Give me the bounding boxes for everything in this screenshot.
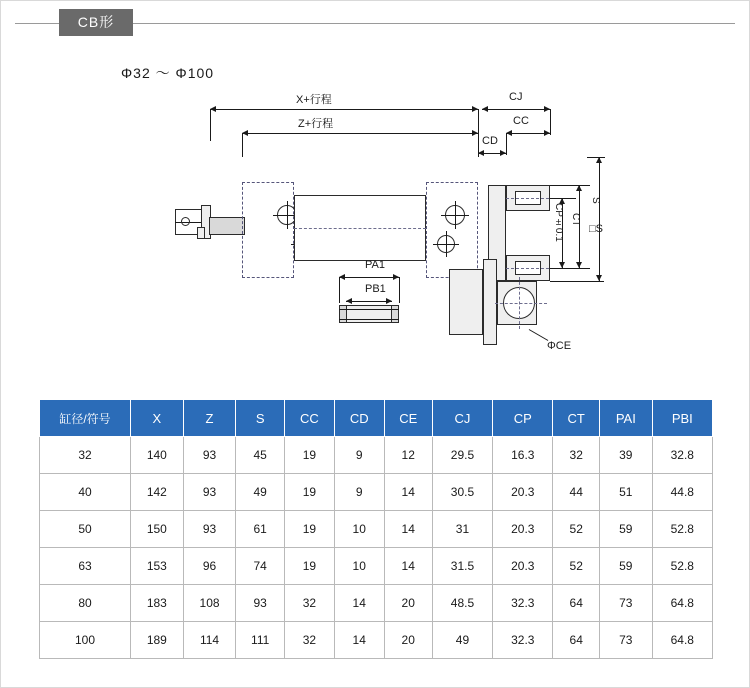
cell-s: 49	[236, 474, 285, 511]
ext-line-x-left	[210, 109, 211, 141]
cell-pai: 73	[600, 585, 653, 622]
dim-label-pb1: PB1	[365, 283, 386, 295]
dim-label-s: S	[590, 197, 601, 204]
dim-arrow-ct-up	[576, 185, 582, 191]
cell-x: 189	[131, 622, 184, 659]
dim-arrow-cc-right	[544, 130, 550, 136]
rear-port-cross-v	[455, 201, 456, 229]
cell-pai: 59	[600, 511, 653, 548]
bushing-inner	[346, 305, 392, 323]
dim-line-pa1	[339, 277, 399, 278]
cell-pai: 59	[600, 548, 653, 585]
cell-cd: 10	[334, 511, 384, 548]
dim-line-x	[210, 109, 478, 110]
dim-arrow-pb1-left	[346, 298, 352, 304]
ext-line-pa1-left	[339, 277, 340, 303]
dim-arrow-pb1-right	[386, 298, 392, 304]
endview-body	[449, 269, 483, 335]
dim-arrow-cj-left	[482, 106, 488, 112]
cell-bore: 80	[40, 585, 131, 622]
cell-cj: 31.5	[432, 548, 492, 585]
cell-z: 93	[183, 474, 236, 511]
cell-cd: 9	[334, 474, 384, 511]
endview-center-h	[495, 303, 547, 304]
cell-cc: 19	[284, 474, 334, 511]
cell-cc: 19	[284, 548, 334, 585]
table-row	[40, 585, 713, 622]
cell-ct: 64	[553, 622, 600, 659]
col-header-pbi: PBI	[652, 400, 712, 437]
cell-cj: 29.5	[432, 437, 492, 474]
col-header-ce: CE	[384, 400, 432, 437]
col-header-bore: 缸径/符号	[40, 400, 131, 437]
bushing-line-top	[339, 309, 399, 310]
col-header-s: S	[236, 400, 285, 437]
dim-label-ce: ΦCE	[547, 340, 572, 352]
endview-center-v	[519, 277, 520, 329]
cell-pbi: 64.8	[652, 622, 712, 659]
dim-line-cj	[482, 109, 550, 110]
cell-cc: 19	[284, 511, 334, 548]
dim-line-s	[599, 157, 600, 281]
spec-table-head	[40, 400, 713, 437]
ext-line-cp-bottom	[550, 268, 590, 269]
cell-pai: 73	[600, 622, 653, 659]
dim-label-pa1: PA1	[365, 259, 385, 271]
cell-bore: 40	[40, 474, 131, 511]
cell-z: 96	[183, 548, 236, 585]
dim-label-z-stroke: Z+行程	[298, 118, 334, 130]
cell-cj: 49	[432, 622, 492, 659]
col-header-cj: CJ	[432, 400, 492, 437]
cell-ce: 12	[384, 437, 432, 474]
dim-label-x-stroke: X+行程	[296, 94, 332, 106]
dim-arrow-cd-right	[500, 150, 506, 156]
cell-pbi: 64.8	[652, 585, 712, 622]
col-header-pai: PAI	[600, 400, 653, 437]
spec-table-wrapper	[39, 399, 713, 659]
spec-table-body	[40, 437, 713, 659]
col-header-cp: CP	[493, 400, 553, 437]
dim-arrow-z-right	[472, 130, 478, 136]
cell-cc: 32	[284, 585, 334, 622]
cell-cd: 9	[334, 437, 384, 474]
col-header-cd: CD	[334, 400, 384, 437]
dim-label-cj: CJ	[509, 91, 523, 103]
cell-ct: 44	[553, 474, 600, 511]
cell-ct: 52	[553, 548, 600, 585]
dim-line-z	[242, 133, 478, 134]
cell-cp: 20.3	[493, 474, 553, 511]
col-header-x: X	[131, 400, 184, 437]
cell-s: 74	[236, 548, 285, 585]
cell-pbi: 52.8	[652, 548, 712, 585]
cell-x: 140	[131, 437, 184, 474]
cell-cj: 30.5	[432, 474, 492, 511]
cell-cj: 31	[432, 511, 492, 548]
cell-bore: 100	[40, 622, 131, 659]
cell-cp: 20.3	[493, 548, 553, 585]
cell-ct: 64	[553, 585, 600, 622]
cell-pai: 51	[600, 474, 653, 511]
dim-label-cp: CP±0.1	[553, 203, 564, 242]
table-row	[40, 548, 713, 585]
front-head-hidden	[242, 182, 294, 278]
ext-line-cj-right	[550, 109, 551, 135]
cell-cp: 32.3	[493, 585, 553, 622]
cell-x: 183	[131, 585, 184, 622]
cell-cp: 20.3	[493, 511, 553, 548]
cell-cj: 48.5	[432, 585, 492, 622]
cell-s: 61	[236, 511, 285, 548]
ext-line-s-bottom	[550, 281, 604, 282]
table-row	[40, 622, 713, 659]
dim-label-square-s: □S	[589, 223, 603, 235]
cell-s: 111	[236, 622, 285, 659]
ext-line-s-top	[587, 157, 605, 158]
cell-z: 114	[183, 622, 236, 659]
cell-s: 45	[236, 437, 285, 474]
ext-line-z-left	[242, 133, 243, 157]
cell-cd: 10	[334, 548, 384, 585]
dim-arrow-cp-down	[559, 262, 565, 268]
ext-line-cc-left	[506, 133, 507, 155]
cell-pai: 39	[600, 437, 653, 474]
cell-cp: 32.3	[493, 622, 553, 659]
cell-cd: 14	[334, 622, 384, 659]
dim-label-ct: CT	[570, 213, 581, 227]
clevis-lower-center	[506, 268, 554, 269]
cell-ct: 32	[553, 437, 600, 474]
table-row	[40, 511, 713, 548]
piston-rod	[209, 217, 245, 235]
section-tab-cb: CB形	[59, 9, 133, 36]
cell-bore: 63	[40, 548, 131, 585]
dim-arrow-cd-left	[478, 150, 484, 156]
leader-line-ce	[529, 329, 549, 341]
cell-cd: 14	[334, 585, 384, 622]
cell-z: 93	[183, 437, 236, 474]
rod-end-hole	[181, 217, 190, 226]
cell-z: 108	[183, 585, 236, 622]
col-header-cc: CC	[284, 400, 334, 437]
cell-cc: 19	[284, 437, 334, 474]
cell-cc: 32	[284, 622, 334, 659]
dim-line-ct	[579, 185, 580, 268]
cell-ce: 14	[384, 511, 432, 548]
cell-ce: 20	[384, 622, 432, 659]
endview-flange	[483, 259, 497, 345]
technical-drawing	[1, 37, 750, 387]
table-row	[40, 474, 713, 511]
rod-end-nut	[197, 227, 205, 239]
spec-table	[39, 399, 713, 659]
cell-cp: 16.3	[493, 437, 553, 474]
cell-x: 153	[131, 548, 184, 585]
cell-bore: 50	[40, 511, 131, 548]
table-row	[40, 437, 713, 474]
ext-line-pa1-right	[399, 277, 400, 303]
cell-pbi: 44.8	[652, 474, 712, 511]
dim-label-cc: CC	[513, 115, 529, 127]
dim-arrow-ct-down	[576, 262, 582, 268]
dim-label-cd: CD	[482, 135, 498, 147]
front-port-cross-v	[287, 201, 288, 229]
clevis-upper-center	[506, 198, 554, 199]
cell-ce: 14	[384, 548, 432, 585]
barrel-center-line	[294, 228, 426, 229]
cell-ce: 20	[384, 585, 432, 622]
col-header-z: Z	[183, 400, 236, 437]
cell-pbi: 52.8	[652, 511, 712, 548]
cell-z: 93	[183, 511, 236, 548]
col-header-ct: CT	[553, 400, 600, 437]
cell-s: 93	[236, 585, 285, 622]
ext-line-ct-top	[550, 185, 590, 186]
bore-range-label: Φ32 ～ Φ100	[121, 65, 215, 81]
table-header-row	[40, 400, 713, 437]
cell-x: 150	[131, 511, 184, 548]
bushing-line-bottom	[339, 319, 399, 320]
cell-ct: 52	[553, 511, 600, 548]
dim-arrow-s-down	[596, 275, 602, 281]
cell-ce: 14	[384, 474, 432, 511]
cell-bore: 32	[40, 437, 131, 474]
cell-pbi: 32.8	[652, 437, 712, 474]
rear-head-hidden	[426, 182, 478, 278]
rear-lower-cross-v	[446, 231, 447, 257]
cell-x: 142	[131, 474, 184, 511]
